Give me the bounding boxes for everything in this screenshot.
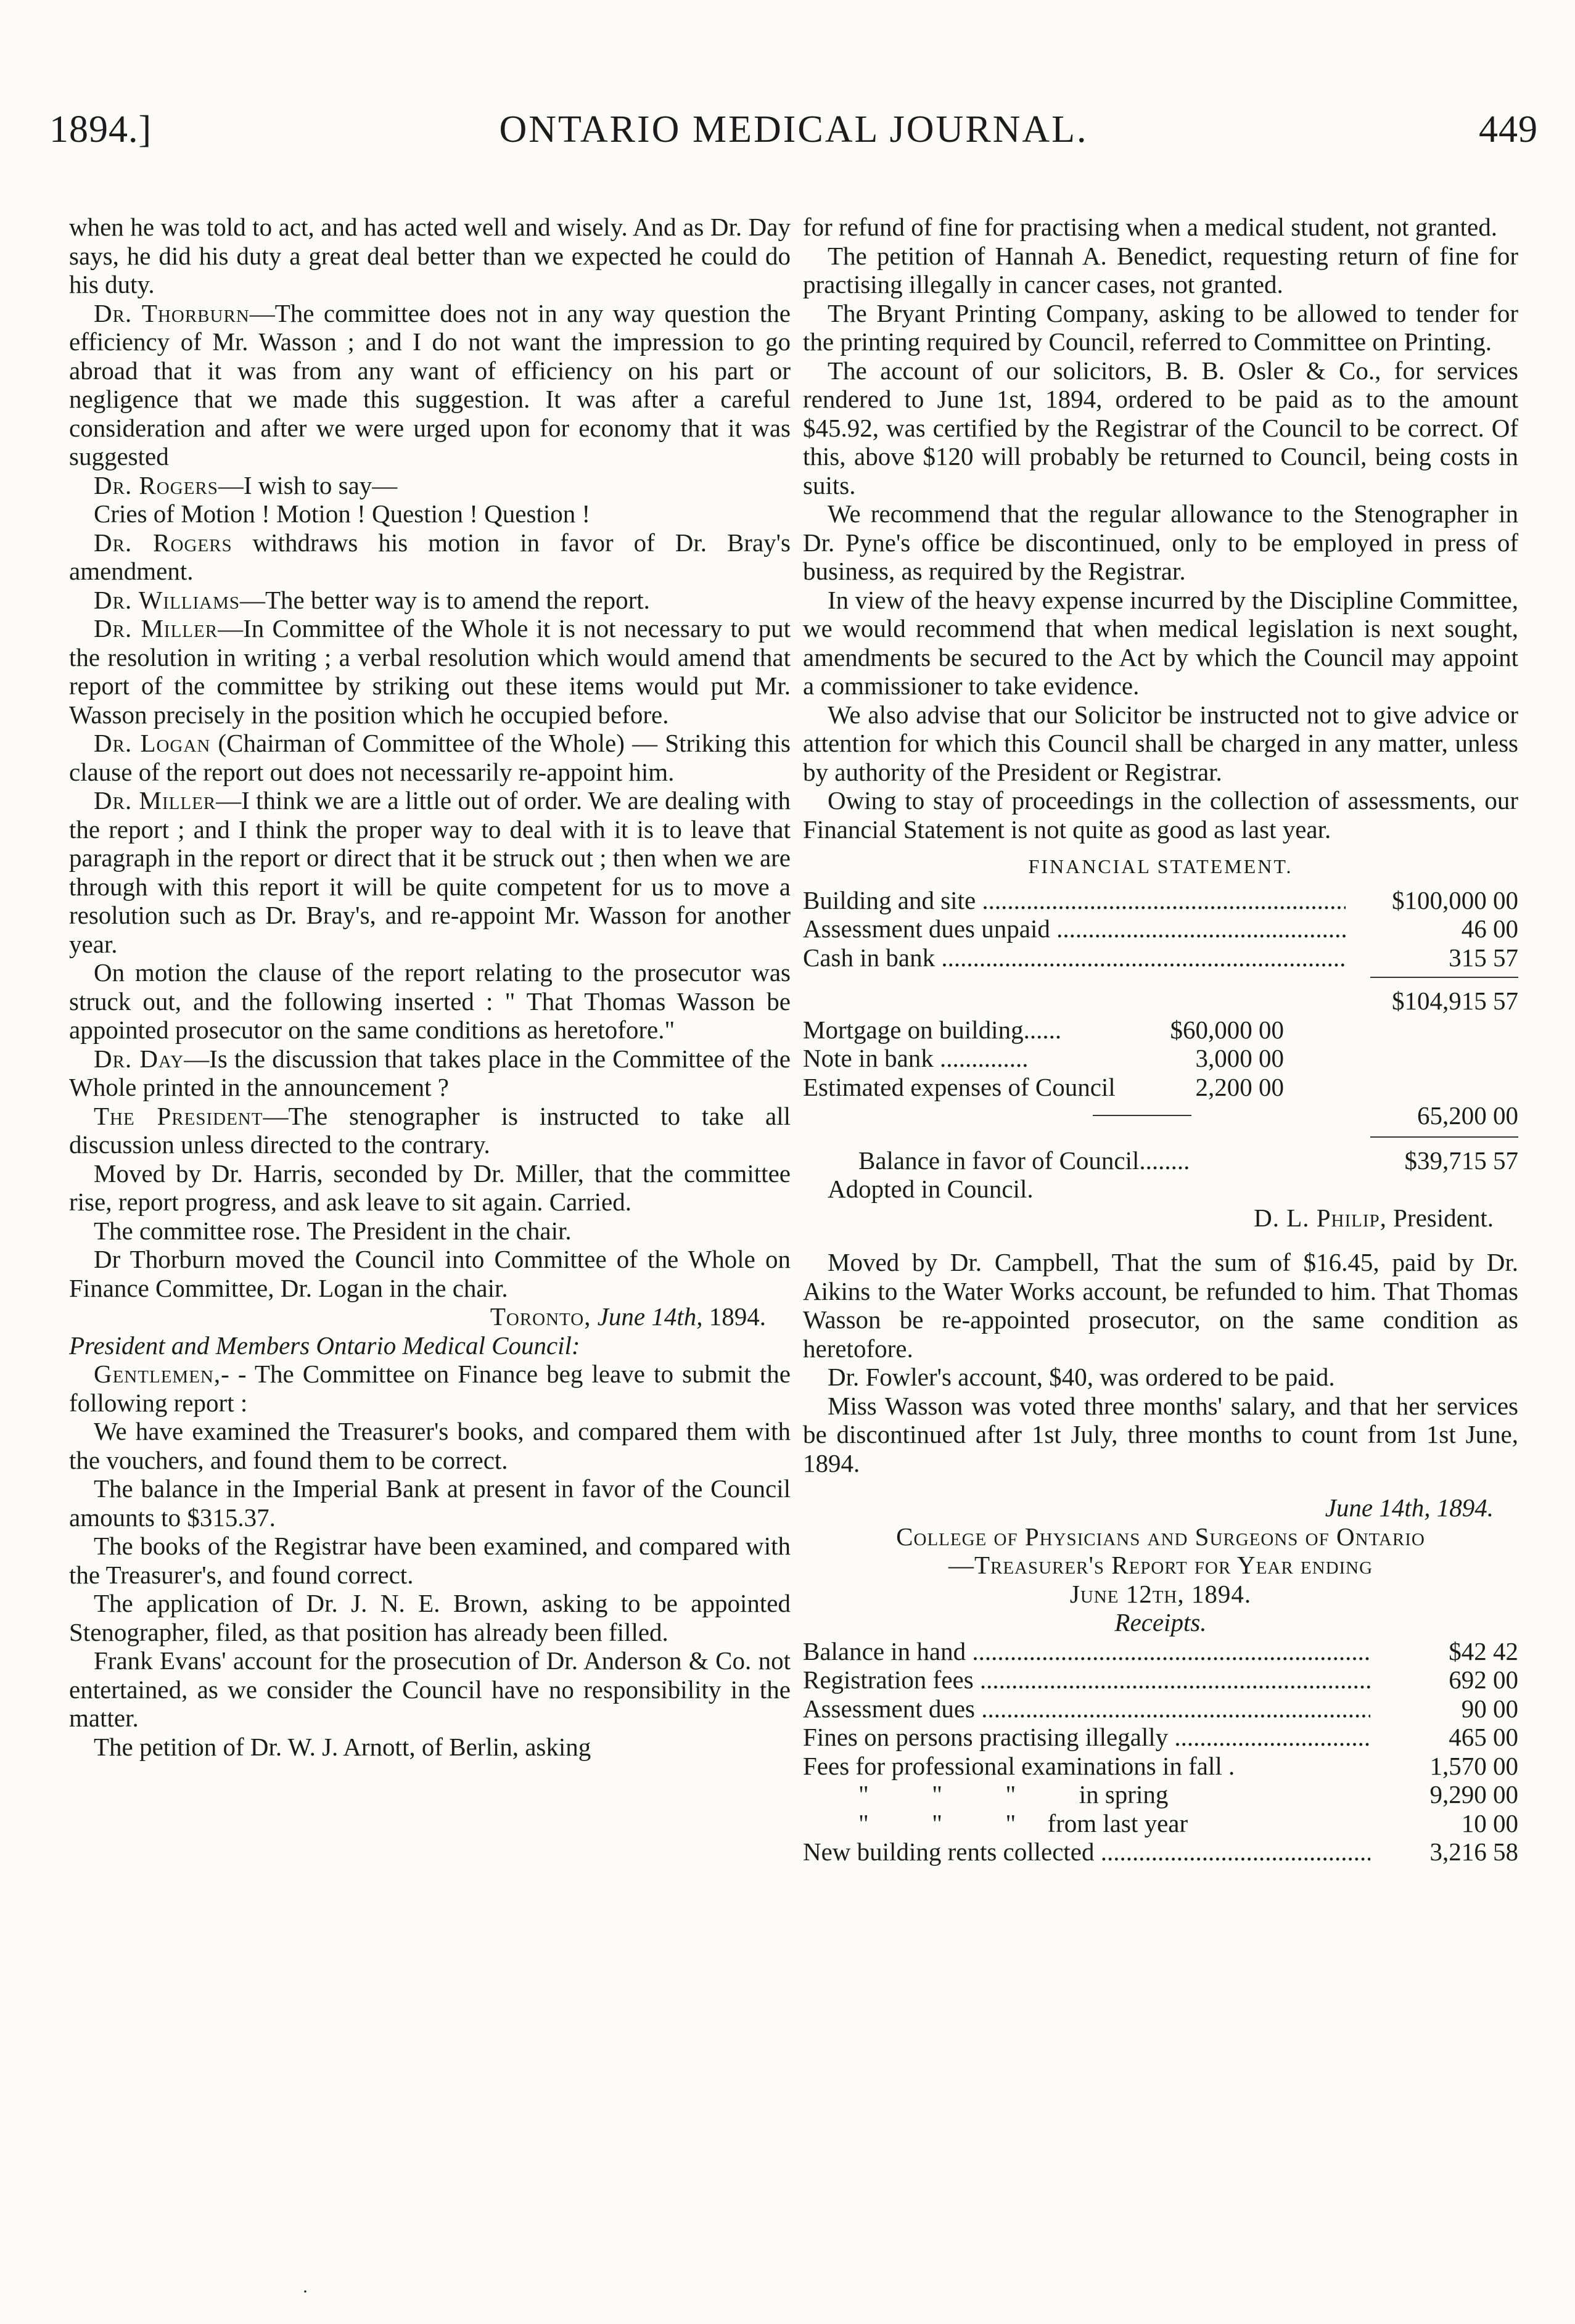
speaker: Dr. Thorburn bbox=[94, 298, 250, 327]
receipt-row bbox=[803, 1694, 1518, 1723]
receipt-label: New building rents collected ..... bbox=[803, 1837, 1370, 1866]
liab-row bbox=[803, 1073, 1518, 1102]
college-heading: June 12th, 1894. bbox=[1069, 1579, 1252, 1608]
speech: —The committee does not in any way question the efficiency of Mr. Wasson ; and I do not want the impression to go abroad that it was from any want of efficiency on his part or negligence that we made this suggestion. It was after a careful consideration and after we were urged upon for economy that it was suggested bbox=[69, 298, 791, 470]
paragraph: for refund of fine for practising when a medical student, not granted. bbox=[803, 213, 1497, 241]
speaker: Gentlemen, bbox=[94, 1360, 221, 1388]
paragraph: The account of our solicitors, B. B. Osler & Co., for services rendered to June 1st, 1894, ordered to be paid as to the amount $45.92, was certified by the Registrar of the Council to be correct. Of this, above $120 will probably be returned to Council, being costs in suits. bbox=[803, 356, 1518, 499]
college-heading: —Treasurer's Report for Year ending bbox=[948, 1551, 1373, 1579]
speech: withdraws his motion in favor of Dr. Bray's amendment. bbox=[69, 528, 791, 585]
receipt-row bbox=[803, 1723, 1518, 1752]
receipt-amount: 465 00 bbox=[1449, 1723, 1518, 1751]
financial-statement-heading: FINANCIAL STATEMENT. bbox=[1028, 855, 1293, 877]
fin-label: Assessment dues unpaid ..... bbox=[803, 914, 1346, 943]
liab-amount: 3,000 00 bbox=[1195, 1044, 1284, 1072]
paragraph bbox=[69, 586, 791, 615]
speech: —In Committee of the Whole it is not necessary to put the resolution in writing ; a verbal resolution which would amend that report of the committee by striking out these items would put Mr. Wasson precisely in the position which he occupied before. bbox=[69, 614, 791, 729]
speaker: Dr. Miller bbox=[94, 614, 218, 643]
speech: —Is the discussion that takes place in the Committee of the Whole printed in the announcement ? bbox=[69, 1044, 791, 1101]
receipt-label: Balance in hand ..... bbox=[803, 1637, 1370, 1666]
liab-amount: 2,200 00 bbox=[1195, 1072, 1284, 1101]
liab-row bbox=[803, 1016, 1518, 1045]
liab-total-row bbox=[803, 1101, 1518, 1130]
receipt-label: Registration fees ..... bbox=[803, 1665, 1370, 1694]
fin-label: Building and site ..... bbox=[803, 886, 1346, 915]
receipt-amount: 1,570 00 bbox=[1429, 1751, 1518, 1780]
speaker: Dr. Williams bbox=[94, 585, 241, 614]
paragraph: when he was told to act, and has acted well and wisely. And as Dr. Day says, he did his duty a great deal better than we expected he could do his duty. bbox=[69, 213, 791, 298]
fin-total: $104,915 57 bbox=[1392, 987, 1518, 1015]
speech: —I wish to say— bbox=[218, 470, 398, 499]
fin-amount: $100,000 00 bbox=[1392, 885, 1518, 914]
paragraph: In view of the heavy expense incurred by the Discipline Committee, we would recommend that when medical legislation is next sought, amendments be secured to the Act by which the Council may appoint a commissioner to take evidence. bbox=[803, 585, 1518, 700]
paragraph bbox=[69, 729, 791, 786]
paragraph bbox=[69, 471, 791, 500]
liab-rule-wrap bbox=[803, 1115, 1191, 1116]
speaker: Dr. Day bbox=[94, 1044, 184, 1073]
fin-label: Cash in bank ..... bbox=[803, 943, 1346, 972]
paragraph: We also advise that our Solicitor be instructed not to give advice or attention for which this Council shall be charged in any matter, unless by authority of the President or Registrar. bbox=[803, 700, 1518, 786]
fin-amount: 46 00 bbox=[1461, 914, 1518, 943]
fin-amount: 315 57 bbox=[1449, 943, 1518, 972]
receipt-amount: $42 42 bbox=[1449, 1636, 1518, 1665]
receipts-heading: Receipts. bbox=[1114, 1608, 1207, 1636]
rule-divider bbox=[1370, 1136, 1518, 1138]
page-header bbox=[49, 108, 1538, 157]
salutation: President and Members Ontario Medical Council: bbox=[69, 1331, 580, 1360]
paragraph: On motion the clause of the report relating to the prosecutor was struck out, and the following inserted : " That Thomas Wasson be appointed prosecutor on the same conditions as heretofore." bbox=[69, 958, 791, 1044]
report-date: June 14th, 1894. bbox=[1325, 1493, 1494, 1522]
receipt-label: " " " from last year bbox=[858, 1809, 1188, 1837]
paragraph: The books of the Registrar have been examined, and compared with the Treasurer's, and found correct. bbox=[69, 1532, 791, 1589]
receipt-amount: 9,290 00 bbox=[1429, 1780, 1518, 1809]
paragraph: Dr. Fowler's account, $40, was ordered to be paid. bbox=[828, 1363, 1335, 1391]
fin-row bbox=[803, 886, 1518, 915]
receipt-row bbox=[803, 1780, 1518, 1809]
speaker: The President bbox=[94, 1101, 263, 1130]
paragraph bbox=[69, 1045, 791, 1102]
rule-divider bbox=[1370, 977, 1518, 978]
financial-statement bbox=[803, 886, 1518, 1016]
signature bbox=[803, 1204, 1518, 1233]
liab-row bbox=[803, 1044, 1518, 1073]
balance-amount: $39,715 57 bbox=[1404, 1146, 1518, 1175]
speech: —The stenographer is instructed to take all discussion unless directed to the contrary. bbox=[69, 1101, 791, 1159]
signature-title: President. bbox=[1386, 1203, 1494, 1232]
paragraph: The petition of Dr. W. J. Arnott, of Berlin, asking bbox=[94, 1732, 591, 1761]
receipt-label: Fees for professional examinations in fall . bbox=[803, 1751, 1235, 1780]
speaker: Dr. Logan bbox=[94, 729, 211, 757]
dateline bbox=[69, 1302, 791, 1331]
college-heading: College of Physicians and Surgeons of Ontario bbox=[896, 1522, 1425, 1551]
paragraph bbox=[69, 786, 791, 958]
adopted-note: Adopted in Council. bbox=[828, 1175, 1034, 1203]
fin-total-rule-wrap bbox=[803, 977, 1518, 978]
speech: - - The Committee on Finance beg leave to submit the following report : bbox=[69, 1360, 791, 1417]
print-speck: · bbox=[302, 2281, 308, 2302]
receipt-amount: 692 00 bbox=[1449, 1665, 1518, 1694]
paragraph: The application of Dr. J. N. E. Brown, asking to be appointed Stenographer, filed, as that position has already been filled. bbox=[69, 1589, 791, 1646]
receipt-amount: 3,216 58 bbox=[1429, 1837, 1518, 1866]
speech: (Chairman of Committee of the Whole) — Striking this clause of the report out does not necessarily re-appoint him. bbox=[69, 729, 791, 786]
paragraph: Cries of Motion ! Motion ! Question ! Question ! bbox=[94, 499, 591, 528]
left-column bbox=[69, 213, 791, 1761]
paragraph: The petition of Hannah A. Benedict, requesting return of fine for practising illegally in cancer cases, not granted. bbox=[803, 241, 1518, 298]
receipt-row bbox=[803, 1665, 1518, 1694]
speaker: Dr. Rogers bbox=[94, 470, 218, 499]
liab-label: Estimated expenses of Council bbox=[803, 1072, 1116, 1101]
paragraph: We recommend that the regular allowance to the Stenographer in Dr. Pyne's office be discontinued, only to be employed in press of business, as required by the Registrar. bbox=[803, 499, 1518, 585]
paragraph: The committee rose. The President in the chair. bbox=[94, 1216, 572, 1245]
liab-label: Note in bank .............. bbox=[803, 1044, 1029, 1072]
liab-amount: $60,000 00 bbox=[1170, 1015, 1284, 1044]
receipt-row bbox=[803, 1837, 1518, 1866]
header-year: 1894.] bbox=[49, 109, 152, 150]
page-number: 449 bbox=[1479, 109, 1538, 150]
paragraph: Dr Thorburn moved the Council into Committee of the Whole on Finance Committee, Dr. Logan in the chair. bbox=[69, 1245, 791, 1302]
receipts-table bbox=[803, 1637, 1518, 1866]
receipt-amount: 90 00 bbox=[1461, 1694, 1518, 1723]
speech: —The better way is to amend the report. bbox=[240, 585, 650, 614]
paragraph bbox=[69, 299, 791, 471]
paragraph: We have examined the Treasurer's books, and compared them with the vouchers, and found them to be correct. bbox=[69, 1417, 791, 1474]
dateline-place: Toronto, bbox=[490, 1302, 591, 1331]
fin-row bbox=[803, 914, 1518, 943]
liab-label: Mortgage on building...... bbox=[803, 1015, 1062, 1044]
balance-rule-wrap bbox=[803, 1136, 1518, 1138]
paragraph bbox=[69, 1102, 791, 1159]
receipt-label: " " " in spring bbox=[858, 1780, 1169, 1809]
journal-title: ONTARIO MEDICAL JOURNAL. bbox=[499, 109, 1088, 150]
receipt-label: Fines on persons practising illegally ..... bbox=[803, 1723, 1370, 1752]
speech: —I think we are a little out of order. We are dealing with the report ; and I think the proper way to deal with it is to leave that paragraph in the report or direct that it be struck out ; then when we are through with this report it will be quite competent for us to move a resolution such as Dr. Bray's, and re-appoint Mr. Wasson for another year. bbox=[69, 786, 791, 958]
paragraph: Moved by Dr. Harris, seconded by Dr. Miller, that the committee rise, report progress, and ask leave to sit again. Carried. bbox=[69, 1159, 791, 1216]
paragraph: Frank Evans' account for the prosecution of Dr. Anderson & Co. not entertained, as we consider the Council have no responsibility in the matter. bbox=[69, 1646, 791, 1732]
receipt-row bbox=[803, 1637, 1518, 1666]
liabilities bbox=[803, 1016, 1518, 1175]
paragraph: Moved by Dr. Campbell, That the sum of $16.45, paid by Dr. Aikins to the Water Works account, be refunded to him. That Thomas Wasson be re-appointed prosecutor, on the same condition as heretofore. bbox=[803, 1248, 1518, 1363]
paragraph bbox=[69, 614, 791, 729]
speaker: Dr. Rogers bbox=[94, 528, 232, 557]
rule-divider bbox=[1093, 1115, 1191, 1116]
dateline-date: June 14th, bbox=[597, 1302, 703, 1331]
receipt-row bbox=[803, 1809, 1518, 1838]
right-column bbox=[803, 213, 1518, 1866]
balance-label: Balance in favor of Council........ bbox=[858, 1146, 1190, 1175]
spacer bbox=[803, 1232, 1518, 1248]
paragraph: Owing to stay of proceedings in the collection of assessments, our Financial Statement is not quite as good as last year. bbox=[803, 786, 1518, 844]
paragraph bbox=[69, 1360, 791, 1417]
balance-row bbox=[803, 1146, 1518, 1175]
paragraph: Miss Wasson was voted three months' salary, and that her services be discontinued after 1st July, three months to count from 1st June, 1894. bbox=[803, 1391, 1518, 1477]
liab-total: 65,200 00 bbox=[1417, 1101, 1518, 1130]
signature-name: D. L. Philip, bbox=[1254, 1203, 1387, 1232]
paragraph: The balance in the Imperial Bank at present in favor of the Council amounts to $315.37. bbox=[69, 1474, 791, 1532]
spacer bbox=[803, 1477, 1518, 1493]
paragraph bbox=[69, 528, 791, 586]
fin-row bbox=[803, 943, 1518, 972]
dateline-year: 1894. bbox=[702, 1302, 766, 1331]
receipt-row bbox=[803, 1752, 1518, 1781]
speaker: Dr. Miller bbox=[94, 786, 216, 815]
receipt-label: Assessment dues ..... bbox=[803, 1694, 1370, 1723]
paragraph: The Bryant Printing Company, asking to be allowed to tender for the printing required by Council, referred to Committee on Printing. bbox=[803, 298, 1518, 356]
receipt-amount: 10 00 bbox=[1461, 1809, 1518, 1837]
